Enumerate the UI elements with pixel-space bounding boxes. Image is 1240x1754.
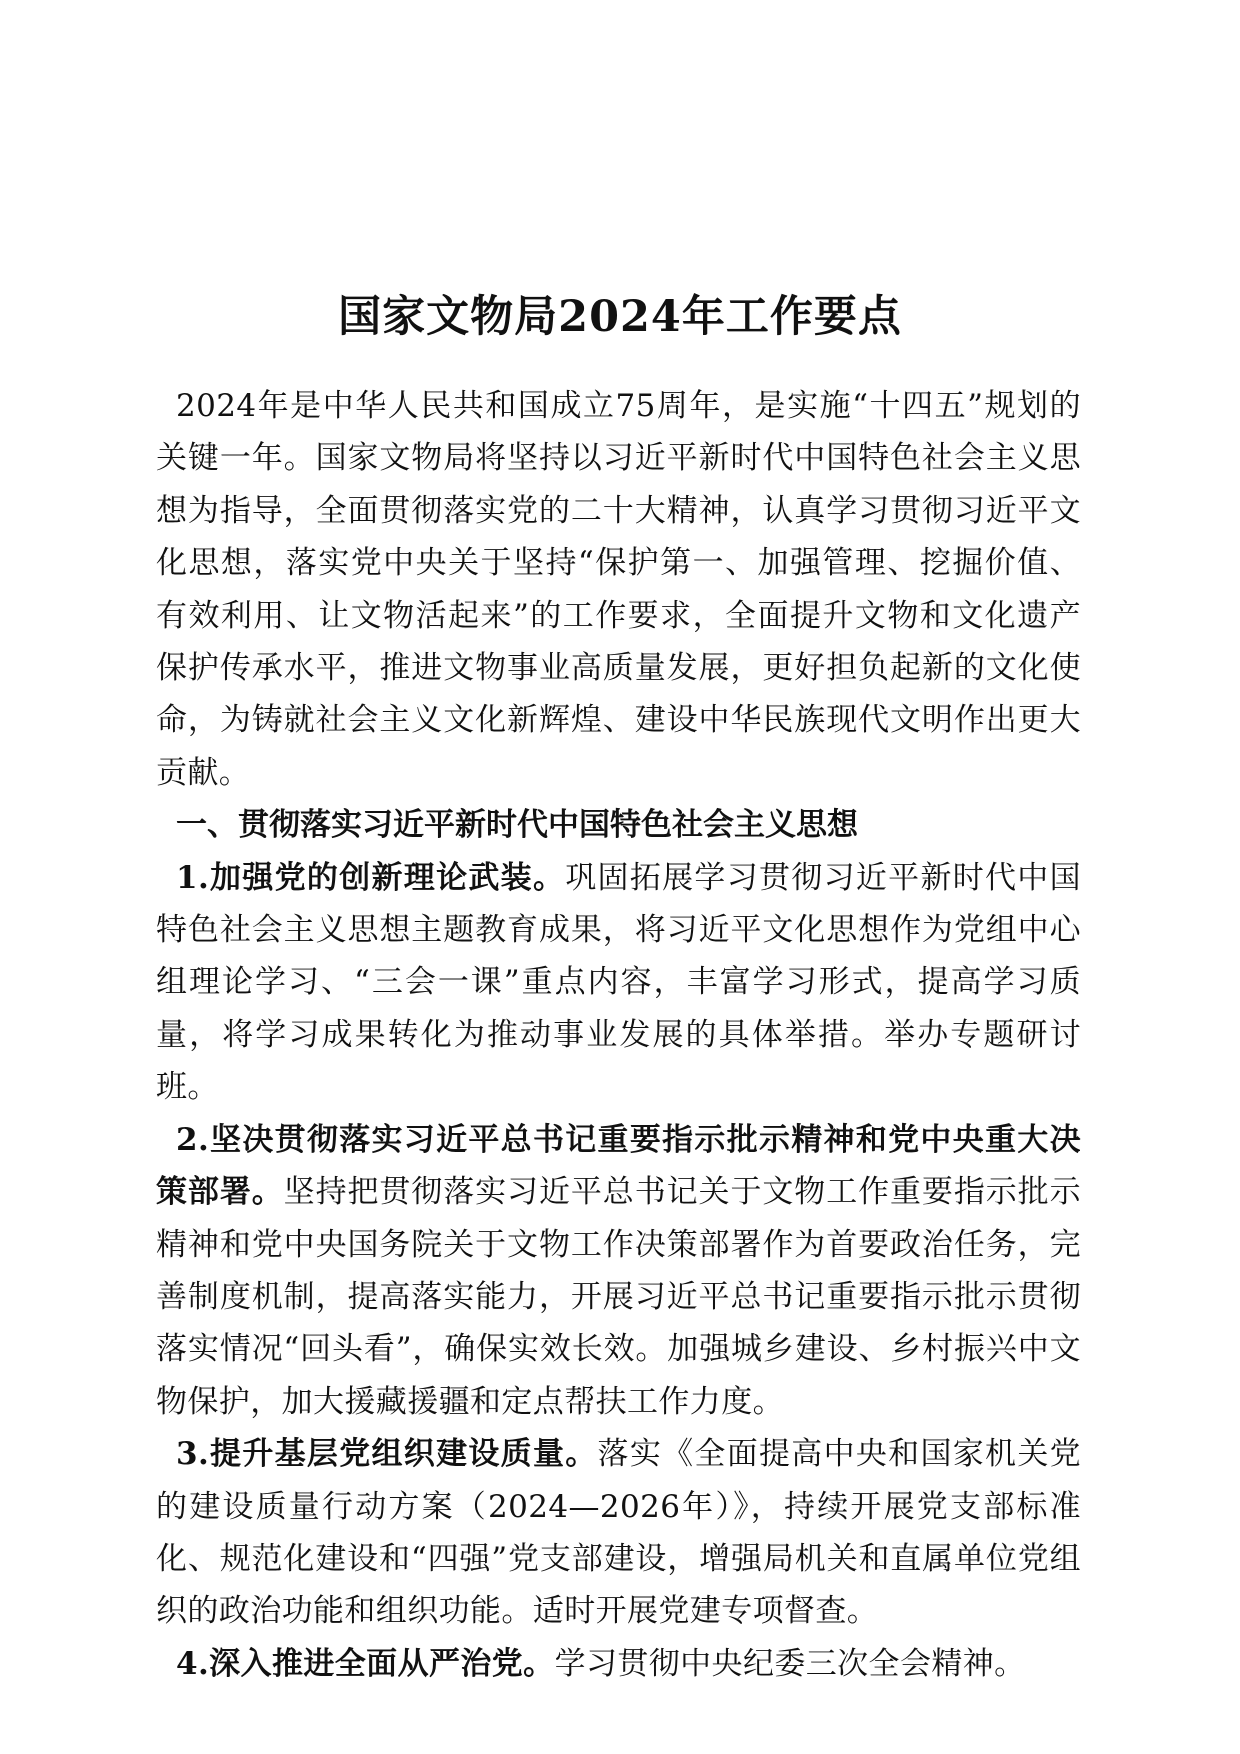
item-text: 落实《全面提高中央和国家机关党的建设质量行动方案（2024—2026年）》，持续开展党支部标准化、规范化建设和“四强”党支部建设，增强局机关和直属单位党组织的政治功能和组织功能。适时开展党建专项督查。: [156, 1436, 1082, 1630]
document-title: 国家文物局2024年工作要点: [338, 291, 902, 342]
item-lead: 1.加强党的创新理论武装。: [176, 859, 566, 896]
item-lead: 2.坚决贯彻落实习近平总书记重要指示批示精神和党中央重大决策部署。: [156, 1121, 1081, 1211]
section-item-2: [156, 1114, 1081, 1428]
item-lead: 4.深入推进全面从严治党。: [176, 1645, 555, 1682]
document-body: [156, 380, 1081, 1690]
intro-paragraph: 2024年是中华人民共和国成立75周年，是实施“十四五”规划的关键一年。国家文物局将坚持以习近平新时代中国特色社会主义思想为指导，全面贯彻落实党的二十大精神，认真学习贯彻习近平文化思想，落实党中央关于坚持“保护第一、加强管理、挖掘价值、有效利用、让文物活起来”的工作要求，全面提升文物和文化遗产保护传承水平，推进文物事业高质量发展，更好担负起新的文化使命，为铸就社会主义文化新辉煌、建设中华民族现代文明作出更大贡献。: [156, 388, 1081, 791]
item-lead: 3.提升基层党组织建设质量。: [176, 1436, 598, 1473]
item-text: 学习贯彻中央纪委三次全会精神。: [554, 1645, 1026, 1682]
section-item-4: [156, 1638, 1081, 1690]
section-item-1: [156, 852, 1081, 1114]
section-item-3: [156, 1428, 1081, 1638]
section-heading: 一、贯彻落实习近平新时代中国特色社会主义思想: [176, 807, 858, 844]
item-text: 巩固拓展学习贯彻习近平新时代中国特色社会主义思想主题教育成果，将习近平文化思想作为党组中心组理论学习、“三会一课”重点内容，丰富学习形式，提高学习质量，将学习成果转化为推动事业发展的具体举措。举办专题研讨班。: [156, 859, 1081, 1106]
item-text: 坚持把贯彻落实习近平总书记关于文物工作重要指示批示精神和党中央国务院关于文物工作决策部署作为首要政治任务，完善制度机制，提高落实能力，开展习近平总书记重要指示批示贯彻落实情况“回头看”，确保实效长效。加强城乡建设、乡村振兴中文物保护，加大援藏援疆和定点帮扶工作力度。: [156, 1174, 1081, 1420]
